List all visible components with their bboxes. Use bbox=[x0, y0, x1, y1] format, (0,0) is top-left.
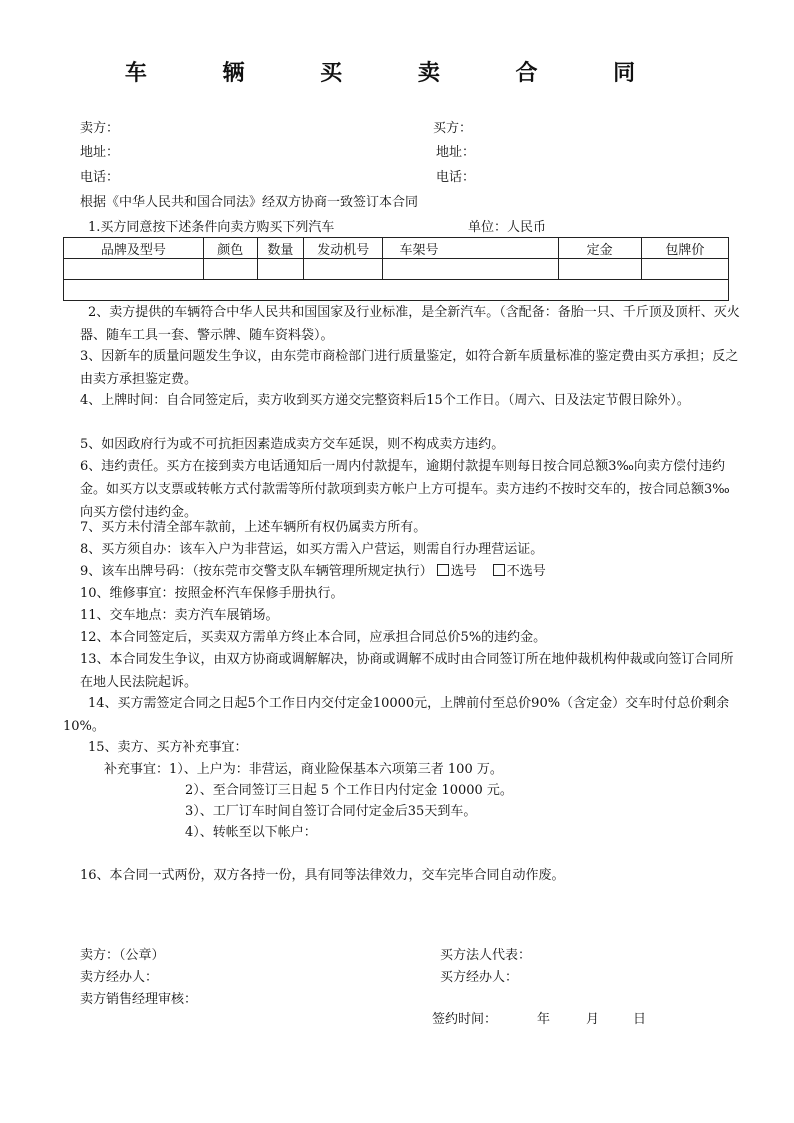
supplement-4: 4）、转帐至以下帐户： bbox=[185, 825, 317, 840]
seller-agent-label: 卖方经办人： bbox=[80, 970, 159, 985]
clause-16: 16、本合同一式两份，双方各持一份，具有同等法律效力，交车完毕合同自动作废。 bbox=[80, 868, 565, 883]
table-cell-merged[interactable] bbox=[64, 280, 729, 301]
clause-11: 11、交车地点：卖方汽车展销场。 bbox=[80, 608, 279, 623]
clause-3: 3、因新车的质量问题发生争议，由东莞市商检部门进行质量鉴定，如符合新车质量标准的鉴定费由买方承担；反之由卖方承担鉴定费。 bbox=[80, 349, 739, 387]
col-deposit: 定金 bbox=[558, 238, 641, 259]
table-row bbox=[64, 259, 729, 280]
clause-2: 2、卖方提供的车辆符合中华人民共和国国家及行业标准，是全新汽车。（含配备：备胎一只、千斤顶及顶杆、灭火器、随车工具一套、警示牌、随车资料袋）。 bbox=[80, 305, 740, 343]
clause-9-text: 9、该车出牌号码：（按东莞市交警支队车辆管理所规定执行） bbox=[80, 564, 433, 579]
buyer-address-label: 地址： bbox=[436, 145, 476, 160]
sign-year-label: 年 bbox=[537, 1012, 551, 1027]
clause-4: 4、上牌时间：自合同签定后，卖方收到买方递交完整资料后15个工作日。（周六、日及法定节假日除外）。 bbox=[80, 393, 690, 408]
buyer-phone-label: 电话： bbox=[436, 170, 476, 185]
choose-number-label: 选号 bbox=[450, 564, 477, 579]
clause-10: 10、维修事宜：按照金杯汽车保修手册执行。 bbox=[80, 586, 344, 601]
supplement-2: 2）、至合同签订三日起 5 个工作日内付定金 10000 元。 bbox=[185, 783, 513, 798]
col-engine-no: 发动机号 bbox=[304, 238, 383, 259]
page-title: 车 辆 买 卖 合 同 bbox=[124, 61, 670, 86]
seller-manager-label: 卖方销售经理审核： bbox=[80, 992, 198, 1007]
vehicle-table bbox=[63, 237, 729, 301]
col-quantity: 数量 bbox=[257, 238, 303, 259]
sign-time-label: 签约时间： bbox=[432, 1012, 498, 1027]
seller-phone-label: 电话： bbox=[80, 170, 120, 185]
seller-label: 卖方： bbox=[80, 121, 120, 136]
col-brand-model: 品牌及型号 bbox=[64, 238, 204, 259]
table-cell[interactable] bbox=[558, 259, 641, 280]
clause-6: 6、违约责任。买方在接到卖方电话通知后一周内付款提车，逾期付款提车则每日按合同总额3‰向卖方偿付违约金。如买方以支票或转帐方式付款需等所付款项到卖方帐户上方可提车。卖方违约不按时交车的，按合同总额3‰向买方偿付违约金。 bbox=[80, 459, 730, 520]
col-color: 颜色 bbox=[203, 238, 257, 259]
sign-day-label: 日 bbox=[633, 1012, 647, 1027]
seller-seal-label: 卖方：（公章） bbox=[80, 948, 165, 963]
intro-text: 根据《中华人民共和国合同法》经双方协商一致签订本合同 bbox=[80, 195, 419, 210]
clause-9 bbox=[80, 560, 546, 583]
sign-month-label: 月 bbox=[586, 1012, 600, 1027]
col-chassis-no: 车架号 bbox=[383, 238, 558, 259]
clause-14: 14、买方需签定合同之日起5个工作日内交付定金10000元，上牌前付至总价90%（含定金）交车时付总价剩余10%。 bbox=[63, 696, 730, 734]
unit-text: 单位：人民币 bbox=[468, 220, 547, 235]
seller-address-label: 地址： bbox=[80, 145, 120, 160]
supplement-1: 补充事宜：1）、上户为：非营运，商业险保基本六项第三者 100 万。 bbox=[104, 762, 503, 777]
clause-1-text: 1.买方同意按下述条件向卖方购买下列汽车 bbox=[88, 220, 335, 235]
col-package-price: 包牌价 bbox=[641, 238, 728, 259]
table-cell[interactable] bbox=[304, 259, 383, 280]
no-choose-number-label: 不选号 bbox=[506, 564, 546, 579]
table-cell[interactable] bbox=[641, 259, 728, 280]
clause-15: 15、卖方、买方补充事宜： bbox=[88, 740, 248, 755]
table-cell[interactable] bbox=[383, 259, 558, 280]
clause-8: 8、买方须自办：该车入户为非营运，如买方需入户营运，则需自行办理营运证。 bbox=[80, 542, 544, 557]
clause-13: 13、本合同发生争议，由双方协商或调解解决，协商或调解不成时由合同签订所在地仲裁机构仲裁或向签订合同所在地人民法院起诉。 bbox=[80, 652, 734, 690]
clause-5: 5、如因政府行为或不可抗拒因素造成卖方交车延误，则不构成卖方违约。 bbox=[80, 437, 505, 452]
table-header-row bbox=[64, 238, 729, 259]
buyer-label: 买方： bbox=[433, 121, 473, 136]
choose-number-checkbox[interactable] bbox=[437, 564, 449, 576]
clause-7: 7、买方未付清全部车款前，上述车辆所有权仍属卖方所有。 bbox=[80, 520, 427, 535]
clause-12: 12、本合同签定后，买卖双方需单方终止本合同，应承担合同总价5%的违约金。 bbox=[80, 630, 547, 645]
no-choose-number-checkbox[interactable] bbox=[493, 564, 505, 576]
buyer-rep-label: 买方法人代表： bbox=[440, 948, 532, 963]
buyer-agent-label: 买方经办人： bbox=[440, 970, 519, 985]
table-cell[interactable] bbox=[64, 259, 204, 280]
table-row bbox=[64, 280, 729, 301]
supplement-3: 3）、工厂订车时间自签订合同付定金后35天到车。 bbox=[185, 804, 477, 819]
table-cell[interactable] bbox=[203, 259, 257, 280]
table-cell[interactable] bbox=[257, 259, 303, 280]
